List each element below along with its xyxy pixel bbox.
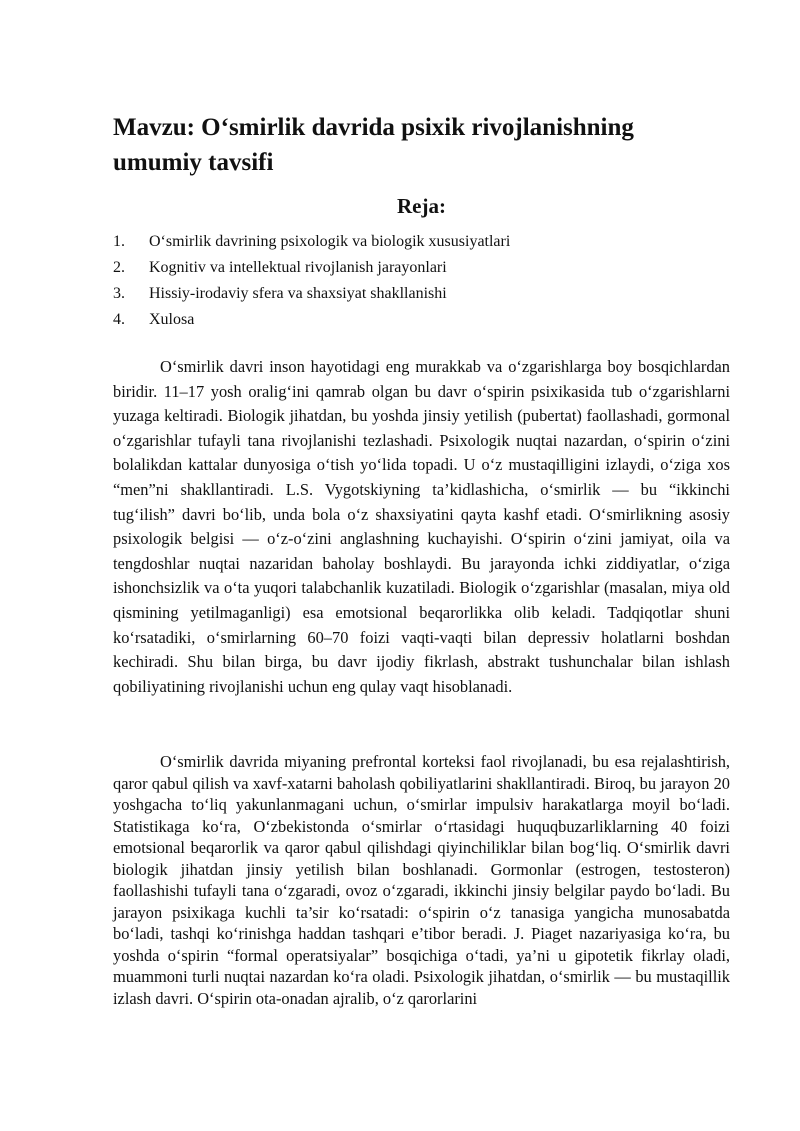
- plan-item-number: 2.: [113, 259, 125, 276]
- plan-item: [113, 281, 730, 307]
- plan-item-number: 4.: [113, 311, 125, 328]
- plan-item-number: 1.: [113, 233, 125, 250]
- plan-heading: Reja:: [397, 194, 446, 218]
- plan-item: [113, 229, 730, 255]
- plan-item-text: O‘smirlik davrining psixologik va biologik xususiyatlari: [149, 233, 511, 250]
- plan-item-text: Kognitiv va intellektual rivojlanish jarayonlari: [149, 259, 447, 276]
- plan-item: [113, 255, 730, 281]
- plan-item-text: Xulosa: [149, 311, 195, 328]
- page-title: Mavzu: O‘smirlik davrida psixik rivojlanishning umumiy tavsifi: [113, 114, 634, 176]
- plan-list: [113, 229, 730, 333]
- plan-item: [113, 307, 730, 333]
- plan-item-number: 3.: [113, 285, 125, 302]
- plan-item-text: Hissiy-irodaviy sfera va shaxsiyat shakllanishi: [149, 285, 447, 302]
- body-paragraph: O‘smirlik davrida miyaning prefrontal korteksi faol rivojlanadi, bu esa rejalashtirish, qaror qabul qilish va xavf-xatarni baholash qobiliyatlarini shakllantiradi. Biroq, bu jarayon 20 yoshgacha to‘liq yakunlanmagani uchun, o‘smirlar impulsiv harakatlarga moyil bo‘ladi. Statistikaga ko‘ra, O‘zbekistonda o‘smirlar o‘rtasidagi huquqbuzarliklarning 40 foizi emotsional beqarorlik va qaror qabul qilishdagi qiyinchiliklar bilan bog‘liq. O‘smirlik davri biologik jihatdan jinsiy yetilish bilan boshlanadi. Gormonlar (estrogen, testosteron) faollashishi tufayli tana o‘zgaradi, ovoz o‘zgaradi, ikkinchi jinsiy belgilar paydo bo‘ladi. Bu jarayon psixikaga kuchli ta’sir ko‘rsatadi: o‘spirin o‘z tanasiga yangicha munosabatda bo‘ladi, tashqi ko‘rinishga haddan tashqari e’tibor beradi. J. Piaget nazariyasiga ko‘ra, bu yoshda o‘spirin “formal operatsiyalar” bosqichiga o‘tadi, ya’ni u gipotetik fikrlay oladi, muammoni turli nuqtai nazardan ko‘ra oladi. Psixologik jihatdan, o‘smirlik — bu mustaqillik izlash davri. O‘spirin ota-onadan ajralib, o‘z qarorlarini: [113, 752, 730, 1008]
- body-paragraph: O‘smirlik davri inson hayotidagi eng murakkab va o‘zgarishlarga boy bosqichlardan biridir. 11–17 yosh oralig‘ini qamrab olgan bu davr o‘spirin psixikasida tub o‘zgarishlarni yuzaga keltiradi. Biologik jihatdan, bu yoshda jinsiy yetilish (pubertat) faollashadi, gormonal o‘zgarishlar tufayli tana rivojlanishi tezlashadi. Psixologik nuqtai nazardan, o‘spirin o‘zini bolalikdan kattalar dunyosiga o‘tish yo‘lida topadi. U o‘z mustaqilligini izlaydi, o‘ziga xos “men”ni shakllantiradi. L.S. Vygotskiyning ta’kidlashicha, o‘smirlik — bu “ikkinchi tug‘ilish” davri bo‘lib, unda bola o‘z shaxsiyatini qayta kashf etadi. O‘smirlikning asosiy psixologik belgisi — o‘z-o‘zini anglashning kuchayishi. O‘spirin o‘zini jamiyat, oila va tengdoshlar nuqtai nazaridan baholay boshlaydi. Bu jarayonda ichki ziddiyatlar, o‘ziga ishonchsizlik va o‘ta yuqori talabchanlik kuzatiladi. Biologik o‘zgarishlar (masalan, miya old qismining yetilmaganligi) esa emotsional beqarorlikka olib keladi. Tadqiqotlar shuni ko‘rsatadiki, o‘smirlarning 60–70 foizi vaqti-vaqti bilan depressiv holatlarni boshdan kechiradi. Shu bilan birga, bu davr ijodiy fikrlash, abstrakt tushunchalar bilan ishlash qobiliyatining rivojlanishi uchun eng qulay vaqt hisoblanadi.: [113, 357, 730, 696]
